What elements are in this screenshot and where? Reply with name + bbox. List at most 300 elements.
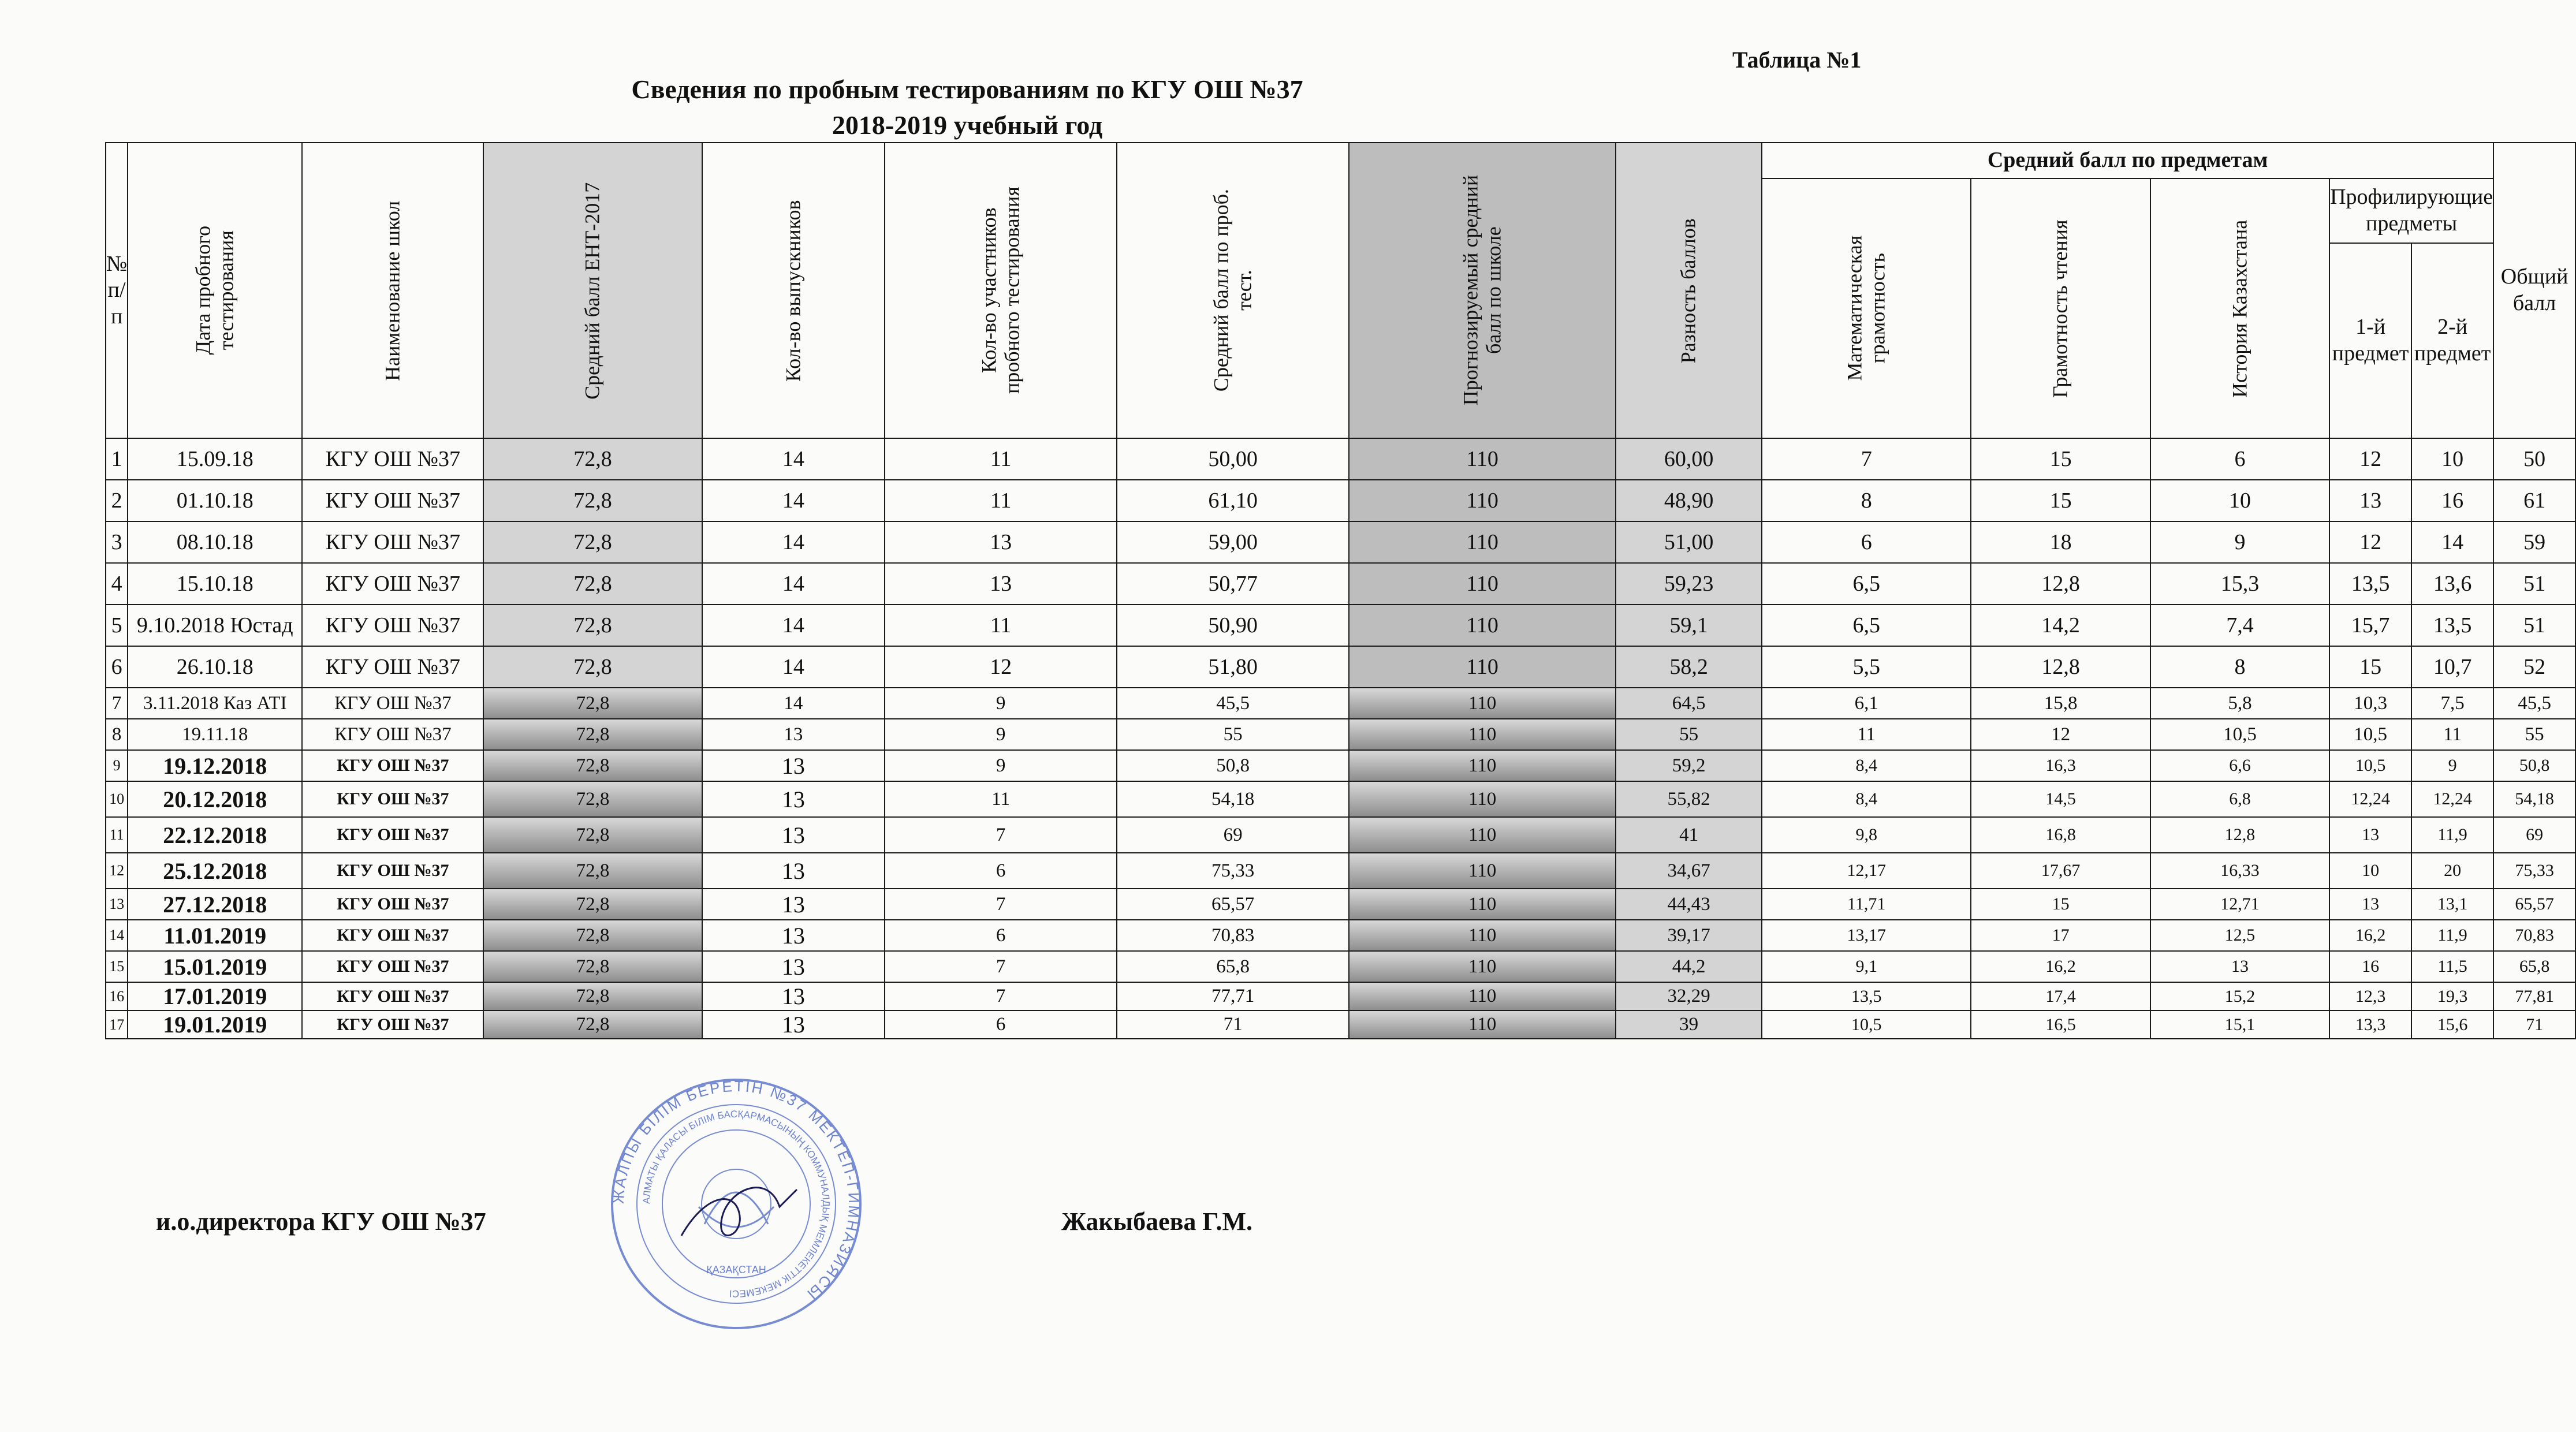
history-score: 12,5 [2150,920,2329,951]
math-score: 11 [1762,719,1971,750]
history-score: 12,71 [2150,889,2329,920]
score-diff: 59,23 [1616,563,1762,605]
table-row [106,817,2575,853]
graduates-count: 13 [702,982,885,1010]
ent-avg: 72,8 [483,480,702,521]
subject-1-score: 15 [2329,646,2411,688]
history-score: 16,33 [2150,853,2329,889]
school-name: КГУ ОШ №37 [302,951,483,982]
math-score: 6,5 [1762,563,1971,605]
forecast-avg: 110 [1349,521,1616,563]
math-score: 13,5 [1762,982,1971,1010]
score-diff: 39 [1616,1010,1762,1039]
math-score: 6 [1762,521,1971,563]
test-date: 15.10.18 [128,563,302,605]
trial-avg: 45,5 [1117,688,1349,719]
trial-avg: 54,18 [1117,781,1349,817]
subject-1-score: 12,3 [2329,982,2411,1010]
table-body [106,438,2575,1039]
reading-score: 17 [1971,920,2150,951]
graduates-count: 14 [702,605,885,646]
table-row [106,563,2575,605]
participants-count: 6 [885,920,1117,951]
score-diff: 44,43 [1616,889,1762,920]
school-name: КГУ ОШ №37 [302,982,483,1010]
reading-score: 14,5 [1971,781,2150,817]
participants-count: 13 [885,521,1117,563]
header-profile-group: Профилирующие предметы [2329,178,2493,243]
row-number: 17 [106,1010,128,1039]
subject-2-score: 10 [2411,438,2493,480]
table-row [106,853,2575,889]
participants-count: 9 [885,719,1117,750]
graduates-count: 13 [702,951,885,982]
history-score: 8 [2150,646,2329,688]
participants-count: 6 [885,1010,1117,1039]
ent-avg: 72,8 [483,982,702,1010]
header-diff: Разность баллов [1616,143,1762,438]
graduates-count: 13 [702,719,885,750]
history-score: 10 [2150,480,2329,521]
seal-inner-text: АЛМАТЫ ҚАЛАСЫ БІЛІМ БАСҚАРМАСЫНЫҢ КОММУНАЛДЫҚ МЕМЛЕКЕТТІК МЕКЕМЕСІ [640,1108,832,1300]
ent-avg: 72,8 [483,1010,702,1039]
subject-1-score: 16,2 [2329,920,2411,951]
participants-count: 7 [885,889,1117,920]
math-score: 13,17 [1762,920,1971,951]
total-score: 52 [2493,646,2575,688]
total-score: 54,18 [2493,781,2575,817]
graduates-count: 13 [702,750,885,781]
row-number: 9 [106,750,128,781]
table-row [106,719,2575,750]
header-ent-avg: Средний балл ЕНТ-2017 [483,143,702,438]
subject-1-score: 12 [2329,438,2411,480]
subject-2-score: 14 [2411,521,2493,563]
school-name: КГУ ОШ №37 [302,781,483,817]
row-number: 7 [106,688,128,719]
header-reading: Грамотность чтения [1971,178,2150,438]
subject-1-score: 10,5 [2329,750,2411,781]
row-number: 13 [106,889,128,920]
total-score: 51 [2493,563,2575,605]
graduates-count: 14 [702,688,885,719]
trial-avg: 65,8 [1117,951,1349,982]
history-score: 15,1 [2150,1010,2329,1039]
official-seal [606,1074,866,1334]
test-date: 9.10.2018 Юстад [128,605,302,646]
subject-1-score: 10 [2329,853,2411,889]
signature-scribble [681,1188,797,1236]
header-math: Математическая грамотность [1762,178,1971,438]
header-subject-2: 2-й предмет [2411,243,2493,438]
row-number: 10 [106,781,128,817]
history-score: 6 [2150,438,2329,480]
subject-2-score: 10,7 [2411,646,2493,688]
reading-score: 14,2 [1971,605,2150,646]
row-number: 8 [106,719,128,750]
test-date: 15.09.18 [128,438,302,480]
trial-avg: 61,10 [1117,480,1349,521]
header-subject-1: 1-й предмет [2329,243,2411,438]
subject-1-score: 15,7 [2329,605,2411,646]
total-score: 65,8 [2493,951,2575,982]
trial-avg: 50,00 [1117,438,1349,480]
score-diff: 32,29 [1616,982,1762,1010]
math-score: 9,8 [1762,817,1971,853]
row-number: 16 [106,982,128,1010]
score-diff: 41 [1616,817,1762,853]
forecast-avg: 110 [1349,646,1616,688]
school-name: КГУ ОШ №37 [302,521,483,563]
forecast-avg: 110 [1349,1010,1616,1039]
math-score: 9,1 [1762,951,1971,982]
header-trial-avg: Средний балл по проб. тест. [1117,143,1349,438]
participants-count: 9 [885,688,1117,719]
school-name: КГУ ОШ №37 [302,563,483,605]
history-score: 13 [2150,951,2329,982]
math-score: 6,1 [1762,688,1971,719]
table-row [106,1010,2575,1039]
subject-2-score: 9 [2411,750,2493,781]
subject-2-score: 15,6 [2411,1010,2493,1039]
math-score: 11,71 [1762,889,1971,920]
participants-count: 13 [885,563,1117,605]
header-forecast: Прогнозируемый средний балл по школе [1349,143,1616,438]
graduates-count: 14 [702,480,885,521]
table-row [106,889,2575,920]
graduates-count: 14 [702,521,885,563]
trial-avg: 59,00 [1117,521,1349,563]
total-score: 77,81 [2493,982,2575,1010]
trial-avg: 50,77 [1117,563,1349,605]
trial-avg: 69 [1117,817,1349,853]
graduates-count: 14 [702,438,885,480]
table-row [106,646,2575,688]
math-score: 6,5 [1762,605,1971,646]
ent-avg: 72,8 [483,781,702,817]
total-score: 55 [2493,719,2575,750]
reading-score: 18 [1971,521,2150,563]
school-name: КГУ ОШ №37 [302,920,483,951]
subject-2-score: 13,5 [2411,605,2493,646]
test-date: 20.12.2018 [128,781,302,817]
subject-2-score: 11 [2411,719,2493,750]
history-score: 7,4 [2150,605,2329,646]
reading-score: 12 [1971,719,2150,750]
trial-avg: 77,71 [1117,982,1349,1010]
participants-count: 7 [885,817,1117,853]
reading-score: 17,67 [1971,853,2150,889]
math-score: 8 [1762,480,1971,521]
total-score: 69 [2493,817,2575,853]
subject-1-score: 13 [2329,480,2411,521]
subject-1-score: 13,3 [2329,1010,2411,1039]
ent-avg: 72,8 [483,605,702,646]
math-score: 10,5 [1762,1010,1971,1039]
reading-score: 16,2 [1971,951,2150,982]
graduates-count: 13 [702,1010,885,1039]
row-number: 5 [106,605,128,646]
test-date: 3.11.2018 Каз АТІ [128,688,302,719]
participants-count: 6 [885,853,1117,889]
trial-avg: 65,57 [1117,889,1349,920]
row-number: 3 [106,521,128,563]
subject-1-score: 12,24 [2329,781,2411,817]
reading-score: 12,8 [1971,646,2150,688]
forecast-avg: 110 [1349,817,1616,853]
forecast-avg: 110 [1349,563,1616,605]
reading-score: 15 [1971,480,2150,521]
graduates-count: 13 [702,781,885,817]
header-history: История Казахстана [2150,178,2329,438]
subject-2-score: 11,9 [2411,920,2493,951]
reading-score: 16,5 [1971,1010,2150,1039]
trial-avg: 70,83 [1117,920,1349,951]
score-diff: 51,00 [1616,521,1762,563]
subject-2-score: 7,5 [2411,688,2493,719]
participants-count: 9 [885,750,1117,781]
score-diff: 59,2 [1616,750,1762,781]
forecast-avg: 110 [1349,605,1616,646]
subject-1-score: 13,5 [2329,563,2411,605]
history-score: 6,8 [2150,781,2329,817]
subject-1-score: 16 [2329,951,2411,982]
history-score: 5,8 [2150,688,2329,719]
test-date: 19.01.2019 [128,1010,302,1039]
trial-avg: 71 [1117,1010,1349,1039]
history-score: 6,6 [2150,750,2329,781]
ent-avg: 72,8 [483,750,702,781]
trial-avg: 55 [1117,719,1349,750]
ent-avg: 72,8 [483,521,702,563]
subject-2-score: 19,3 [2411,982,2493,1010]
test-date: 25.12.2018 [128,853,302,889]
row-number: 14 [106,920,128,951]
graduates-count: 14 [702,563,885,605]
participants-count: 11 [885,781,1117,817]
math-score: 7 [1762,438,1971,480]
score-diff: 34,67 [1616,853,1762,889]
test-date: 01.10.18 [128,480,302,521]
test-date: 19.11.18 [128,719,302,750]
table-row [106,438,2575,480]
reading-score: 15,8 [1971,688,2150,719]
table-row [106,951,2575,982]
forecast-avg: 110 [1349,853,1616,889]
subject-1-score: 10,3 [2329,688,2411,719]
score-diff: 48,90 [1616,480,1762,521]
forecast-avg: 110 [1349,889,1616,920]
subject-2-score: 12,24 [2411,781,2493,817]
forecast-avg: 110 [1349,719,1616,750]
math-score: 5,5 [1762,646,1971,688]
score-diff: 44,2 [1616,951,1762,982]
row-number: 1 [106,438,128,480]
reading-score: 17,4 [1971,982,2150,1010]
math-score: 8,4 [1762,750,1971,781]
participants-count: 11 [885,438,1117,480]
header-graduates: Кол-во выпускников [702,143,885,438]
graduates-count: 13 [702,889,885,920]
test-date: 19.12.2018 [128,750,302,781]
test-date: 26.10.18 [128,646,302,688]
test-date: 17.01.2019 [128,982,302,1010]
school-name: КГУ ОШ №37 [302,646,483,688]
ent-avg: 72,8 [483,646,702,688]
school-name: КГУ ОШ №37 [302,480,483,521]
subject-1-score: 13 [2329,817,2411,853]
trial-avg: 51,80 [1117,646,1349,688]
table-number-label: Таблица №1 [1732,47,1862,73]
reading-score: 12,8 [1971,563,2150,605]
school-name: КГУ ОШ №37 [302,853,483,889]
table-row [106,605,2575,646]
school-name: КГУ ОШ №37 [302,688,483,719]
test-date: 15.01.2019 [128,951,302,982]
participants-count: 11 [885,480,1117,521]
forecast-avg: 110 [1349,982,1616,1010]
total-score: 45,5 [2493,688,2575,719]
ent-avg: 72,8 [483,951,702,982]
subject-2-score: 16 [2411,480,2493,521]
school-name: КГУ ОШ №37 [302,719,483,750]
subject-2-score: 20 [2411,853,2493,889]
graduates-count: 13 [702,853,885,889]
subject-2-score: 11,5 [2411,951,2493,982]
seal-center-text: ҚАЗАҚСТАН [706,1264,766,1276]
forecast-avg: 110 [1349,480,1616,521]
total-score: 65,57 [2493,889,2575,920]
trial-avg: 50,90 [1117,605,1349,646]
participants-count: 11 [885,605,1117,646]
school-name: КГУ ОШ №37 [302,889,483,920]
test-date: 22.12.2018 [128,817,302,853]
forecast-avg: 110 [1349,750,1616,781]
subject-1-score: 10,5 [2329,719,2411,750]
table-row [106,521,2575,563]
total-score: 59 [2493,521,2575,563]
math-score: 8,4 [1762,781,1971,817]
test-date: 11.01.2019 [128,920,302,951]
history-score: 12,8 [2150,817,2329,853]
subject-1-score: 12 [2329,521,2411,563]
table-row [106,781,2575,817]
score-diff: 60,00 [1616,438,1762,480]
subject-2-score: 13,1 [2411,889,2493,920]
header-total: Общий балл [2493,143,2575,438]
ent-avg: 72,8 [483,719,702,750]
row-number: 6 [106,646,128,688]
test-date: 27.12.2018 [128,889,302,920]
ent-avg: 72,8 [483,563,702,605]
history-score: 15,2 [2150,982,2329,1010]
graduates-count: 13 [702,817,885,853]
forecast-avg: 110 [1349,688,1616,719]
forecast-avg: 110 [1349,438,1616,480]
history-score: 9 [2150,521,2329,563]
score-diff: 58,2 [1616,646,1762,688]
ent-avg: 72,8 [483,853,702,889]
math-score: 12,17 [1762,853,1971,889]
table-row [106,982,2575,1010]
row-number: 11 [106,817,128,853]
total-score: 50,8 [2493,750,2575,781]
header-num: № п/п [106,143,128,438]
reading-score: 15 [1971,438,2150,480]
header-participants: Кол-во участников пробного тестирования [885,143,1117,438]
trial-avg: 50,8 [1117,750,1349,781]
ent-avg: 72,8 [483,920,702,951]
document-subtitle: 2018-2019 учебный год [832,110,1103,140]
reading-score: 15 [1971,889,2150,920]
header-subjects-group: Средний балл по предметам [1762,143,2493,178]
forecast-avg: 110 [1349,951,1616,982]
forecast-avg: 110 [1349,920,1616,951]
total-score: 61 [2493,480,2575,521]
ent-avg: 72,8 [483,817,702,853]
ent-avg: 72,8 [483,889,702,920]
school-name: КГУ ОШ №37 [302,438,483,480]
participants-count: 7 [885,982,1117,1010]
ent-avg: 72,8 [483,438,702,480]
score-diff: 39,17 [1616,920,1762,951]
total-score: 50 [2493,438,2575,480]
history-score: 15,3 [2150,563,2329,605]
graduates-count: 13 [702,920,885,951]
history-score: 10,5 [2150,719,2329,750]
test-date: 08.10.18 [128,521,302,563]
school-name: КГУ ОШ №37 [302,605,483,646]
row-number: 2 [106,480,128,521]
school-name: КГУ ОШ №37 [302,817,483,853]
score-diff: 64,5 [1616,688,1762,719]
subject-2-score: 11,9 [2411,817,2493,853]
graduates-count: 14 [702,646,885,688]
table-row [106,688,2575,719]
seal-outer-text: ЖАЛПЫ БІЛІМ БЕРЕТІН №37 МЕКТЕП-ГИМНАЗИЯСЫ [609,1077,863,1304]
signer-name: Жакыбаева Г.М. [1061,1207,1252,1236]
participants-count: 12 [885,646,1117,688]
header-date: Дата пробного тестирования [128,143,302,438]
document-title: Сведения по пробным тестированиям по КГУ ОШ №37 [631,74,1303,104]
school-name: КГУ ОШ №37 [302,1010,483,1039]
reading-score: 16,8 [1971,817,2150,853]
subject-2-score: 13,6 [2411,563,2493,605]
total-score: 70,83 [2493,920,2575,951]
total-score: 51 [2493,605,2575,646]
signer-position: и.о.директора КГУ ОШ №37 [156,1207,486,1236]
ent-avg: 72,8 [483,688,702,719]
school-name: КГУ ОШ №37 [302,750,483,781]
trial-avg: 75,33 [1117,853,1349,889]
table-row [106,920,2575,951]
results-table [105,142,2576,1039]
subject-1-score: 13 [2329,889,2411,920]
total-score: 75,33 [2493,853,2575,889]
score-diff: 55 [1616,719,1762,750]
row-number: 12 [106,853,128,889]
row-number: 15 [106,951,128,982]
score-diff: 59,1 [1616,605,1762,646]
header-school: Наименование школ [302,143,483,438]
total-score: 71 [2493,1010,2575,1039]
reading-score: 16,3 [1971,750,2150,781]
row-number: 4 [106,563,128,605]
participants-count: 7 [885,951,1117,982]
score-diff: 55,82 [1616,781,1762,817]
table-row [106,750,2575,781]
forecast-avg: 110 [1349,781,1616,817]
